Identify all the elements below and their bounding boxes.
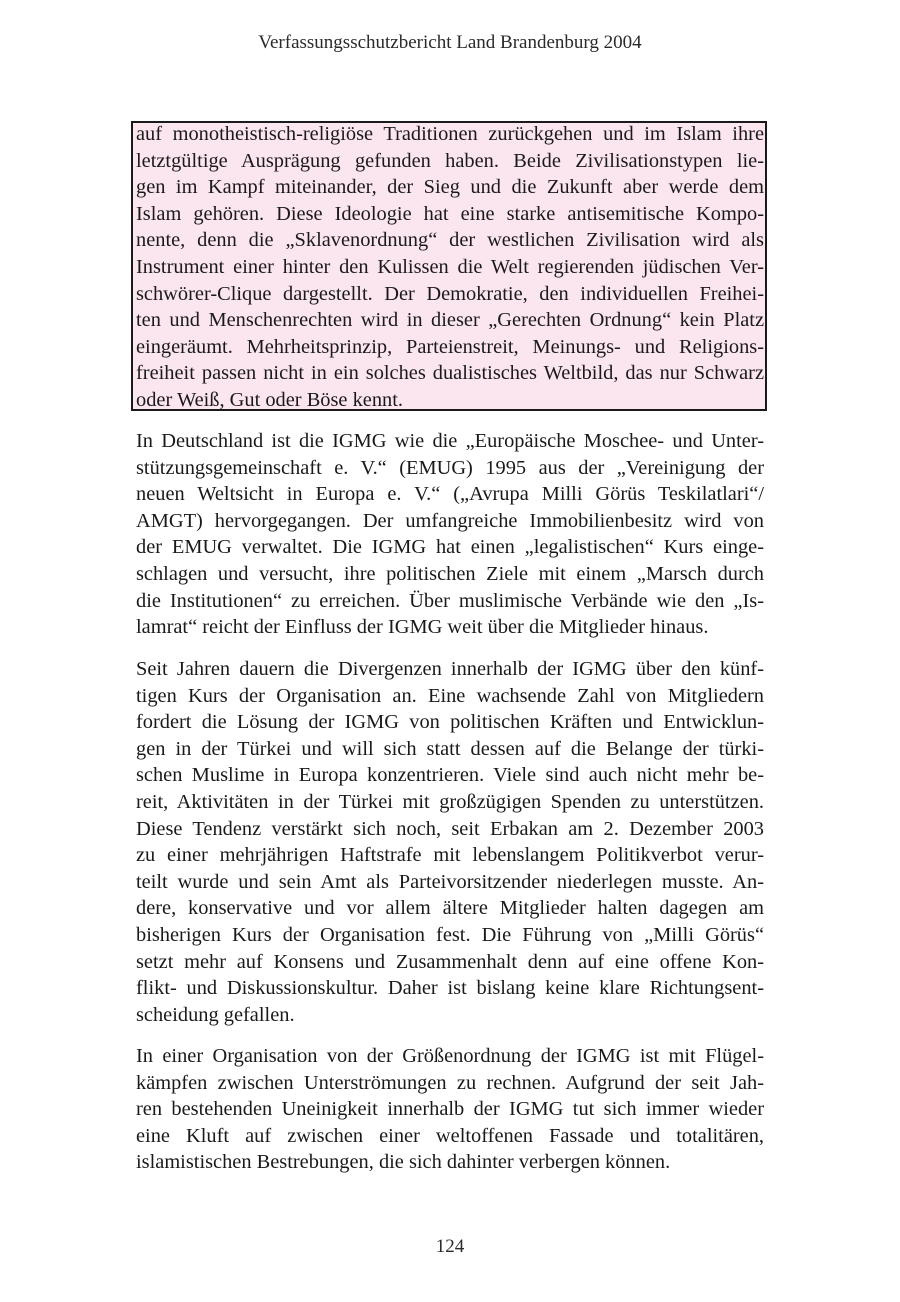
text-line: auf monotheistisch-religiöse Traditionen zurückgehen und im Islam ihre [136, 123, 764, 145]
text-line: scheidung gefallen. [136, 1003, 295, 1026]
text-line: setzt mehr auf Konsens und Zusammenhalt denn auf eine offene Kon- [136, 950, 764, 973]
text-line: neuen Weltsicht in Europa e. V.“ („Avrupa Milli Görüs Teskilatlari“/ [136, 483, 764, 506]
text-line: tigen Kurs der Organisation an. Eine wachsende Zahl von Mitgliedern [136, 684, 764, 707]
text-line: eine Kluft auf zwischen einer weltoffenen Fassade und totalitären, [136, 1124, 764, 1147]
paragraph-2 [136, 656, 764, 1028]
text-line: nente, denn die „Sklavenordnung“ der westlichen Zivilisation wird als [136, 229, 764, 252]
text-line: oder Weiß, Gut oder Böse kennt. [136, 388, 403, 411]
text-line: Diese Tendenz verstärkt sich noch, seit Erbakan am 2. Dezember 2003 [136, 817, 764, 840]
text-line: freiheit passen nicht in ein solches dualistisches Weltbild, das nur Schwarz [136, 362, 764, 385]
text-line: zu einer mehrjährigen Haftstrafe mit lebenslangem Politikverbot verur- [136, 844, 764, 867]
text-line: reit, Aktivitäten in der Türkei mit großzügigen Spenden zu unterstützen. [136, 790, 764, 813]
text-line: schen Muslime in Europa konzentrieren. Viele sind auch nicht mehr be- [136, 764, 764, 787]
text-line: Instrument einer hinter den Kulissen die Welt regierenden jüdischen Ver- [136, 255, 764, 278]
text-line: schwörer-Clique dargestellt. Der Demokratie, den individuellen Freihei- [136, 282, 764, 305]
text-line: lamrat“ reicht der Einfluss der IGMG weit über die Mitglieder hinaus. [136, 616, 709, 639]
text-line: In Deutschland ist die IGMG wie die „Europäische Moschee- und Unter- [136, 430, 764, 452]
text-line: AMGT) hervorgegangen. Der umfangreiche Immobilienbesitz wird von [136, 509, 764, 532]
text-line: eingeräumt. Mehrheitsprinzip, Parteienstreit, Meinungs- und Religions- [136, 335, 764, 358]
text-line: ten und Menschenrechten wird in dieser „Gerechten Ordnung“ kein Platz [136, 309, 764, 332]
paragraph-1 [136, 428, 764, 641]
text-line: flikt- und Diskussionskultur. Daher ist bislang keine klare Richtungsent- [136, 977, 764, 1000]
text-line: letztgültige Ausprägung gefunden haben. Beide Zivilisationstypen lie- [136, 149, 764, 172]
text-line: teilt wurde und sein Amt als Parteivorsitzender niederlegen musste. An- [136, 870, 764, 893]
text-line: Islam gehören. Diese Ideologie hat eine starke antisemitische Kompo- [136, 202, 764, 225]
text-line: In einer Organisation von der Größenordnung der IGMG ist mit Flügel- [136, 1045, 764, 1067]
text-line: schlagen und versucht, ihre politischen Ziele mit einem „Marsch durch [136, 562, 764, 585]
text-line: fordert die Lösung der IGMG von politischen Kräften und Entwicklun- [136, 711, 764, 734]
boxed-quote [136, 121, 764, 414]
text-line: dere, konservative und vor allem ältere Mitglieder halten dagegen am [136, 897, 764, 920]
running-header: Verfassungsschutzbericht Land Brandenburg 2004 [258, 32, 642, 53]
text-line: kämpfen zwischen Unterströmungen zu rechnen. Aufgrund der seit Jah- [136, 1071, 764, 1094]
text-line: ren bestehenden Uneinigkeit innerhalb der IGMG tut sich immer wieder [136, 1098, 764, 1121]
text-line: der EMUG verwaltet. Die IGMG hat einen „legalistischen“ Kurs einge- [136, 536, 764, 559]
text-line: islamistischen Bestrebungen, die sich dahinter verbergen können. [136, 1151, 671, 1174]
text-line: die Institutionen“ zu erreichen. Über muslimische Verbände wie den „Is- [136, 589, 764, 612]
text-line: gen im Kampf miteinander, der Sieg und die Zukunft aber werde dem [136, 176, 764, 199]
paragraph-3 [136, 1043, 764, 1176]
text-line: bisherigen Kurs der Organisation fest. Die Führung von „Milli Görüs“ [136, 923, 764, 946]
text-line: gen in der Türkei und will sich statt dessen auf die Belange der türki- [136, 737, 764, 760]
page-number: 124 [435, 1236, 465, 1257]
text-line: stützungsgemeinschaft e. V.“ (EMUG) 1995 aus der „Vereinigung der [136, 456, 764, 479]
text-line: Seit Jahren dauern die Divergenzen innerhalb der IGMG über den künf- [136, 658, 764, 680]
